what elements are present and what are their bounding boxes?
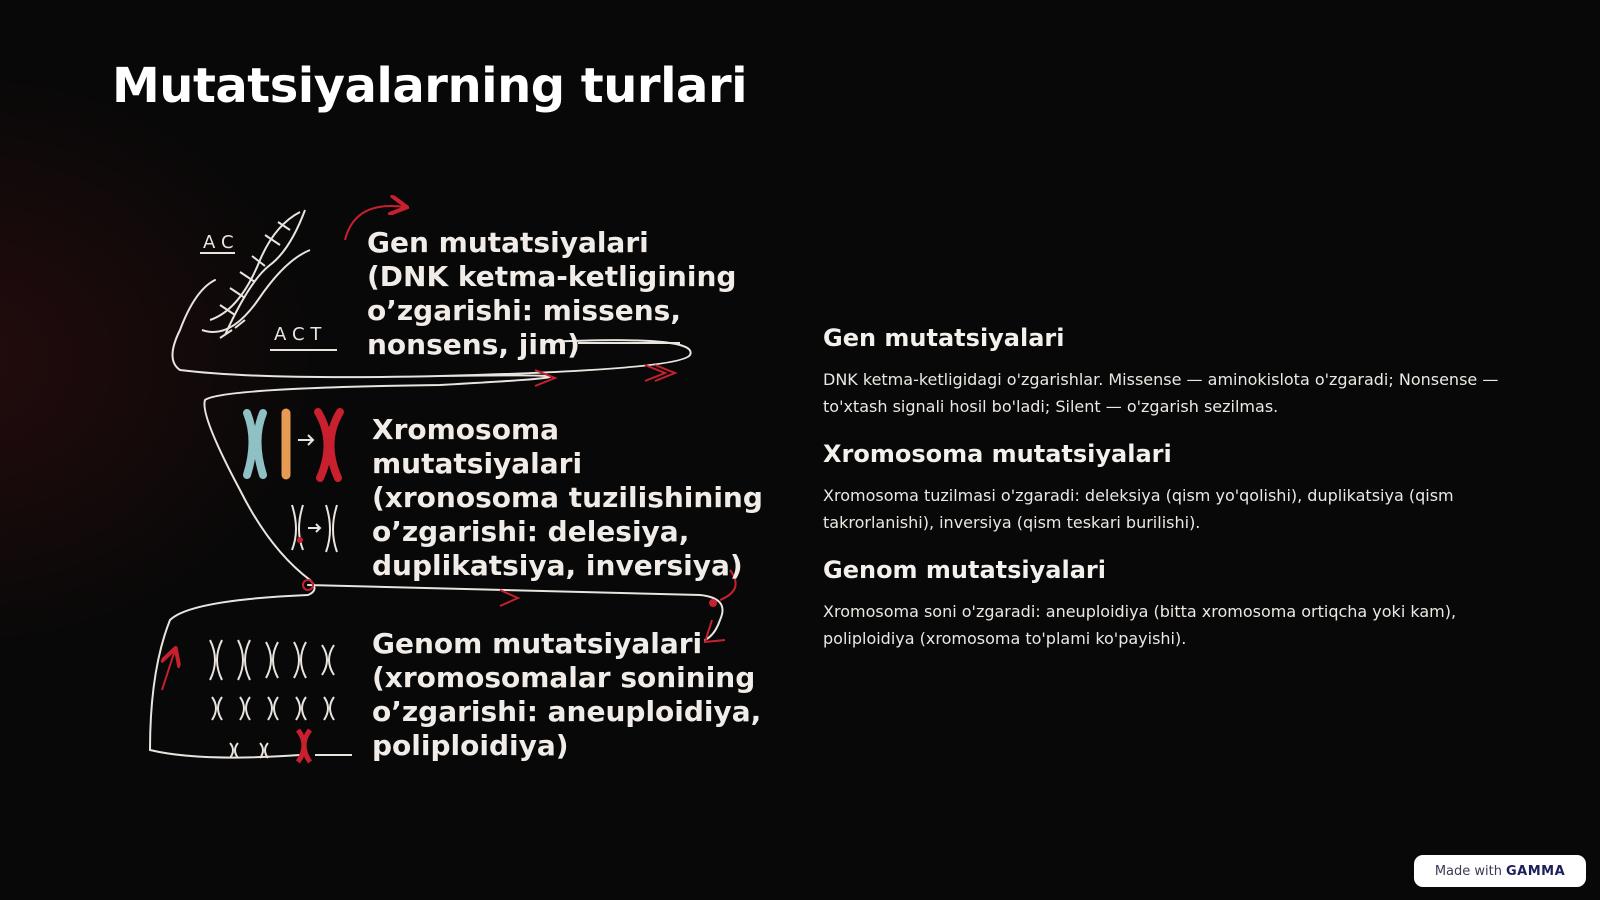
section-heading: Xromosoma mutatsiyalari [823,440,1172,468]
illustration-label-gene: Gen mutatsiyalari (DNK ketma-ketligining o’zgarishi: missens, nonsens, jim) [367,226,737,361]
chromosome-icon [247,412,340,552]
mutation-types-list [823,322,1503,670]
section-chromosome-mutations [823,438,1503,536]
dna-letters-bottom: A C T [274,324,322,345]
badge-prefix: Made with [1434,863,1502,879]
made-with-gamma-badge[interactable] [1414,855,1586,887]
chromosome-set-icon [210,640,334,762]
section-heading: Gen mutatsiyalari [823,324,1065,352]
section-body: DNK ketma-ketligidagi o'zgarishlar. Missense — aminokislota o'zgaradi; Nonsense — to'xtash signali hosil bo'ladi; Silent — o'zgarish sezilmas. [823,370,1499,416]
dna-letters-top: A C [203,232,234,253]
illustration-label-genome: Genom mutatsiyalari (xromosomalar sonining o’zgarishi: aneuploidiya, poliploidiya) [372,627,762,762]
slide-title: Mutatsiyalarning turlari [112,58,748,114]
section-genome-mutations [823,554,1503,652]
dna-helix-icon [202,210,310,338]
section-body: Xromosoma tuzilmasi o'zgaradi: deleksiya (qism yo'qolishi), duplikatsiya (qism takrorlanishi), inversiya (qism teskari burilishi). [823,486,1454,532]
red-arrow-left [162,650,175,690]
section-gene-mutations [823,322,1503,420]
illustration-label-chromosome: Xromosoma mutatsiyalari (xronosoma tuzilishining o’zgarishi: delesiya, duplikatsiya, inversiya) [372,413,763,582]
gamma-logo: GAMMA [1505,863,1566,879]
section-body: Xromosoma soni o'zgaradi: aneuploidiya (bitta xromosoma ortiqcha yoki kam), poliploidiya (xromosoma to'plami ko'payishi). [823,602,1457,648]
section-heading: Genom mutatsiyalari [823,556,1106,584]
mutation-types-illustration [140,190,780,790]
